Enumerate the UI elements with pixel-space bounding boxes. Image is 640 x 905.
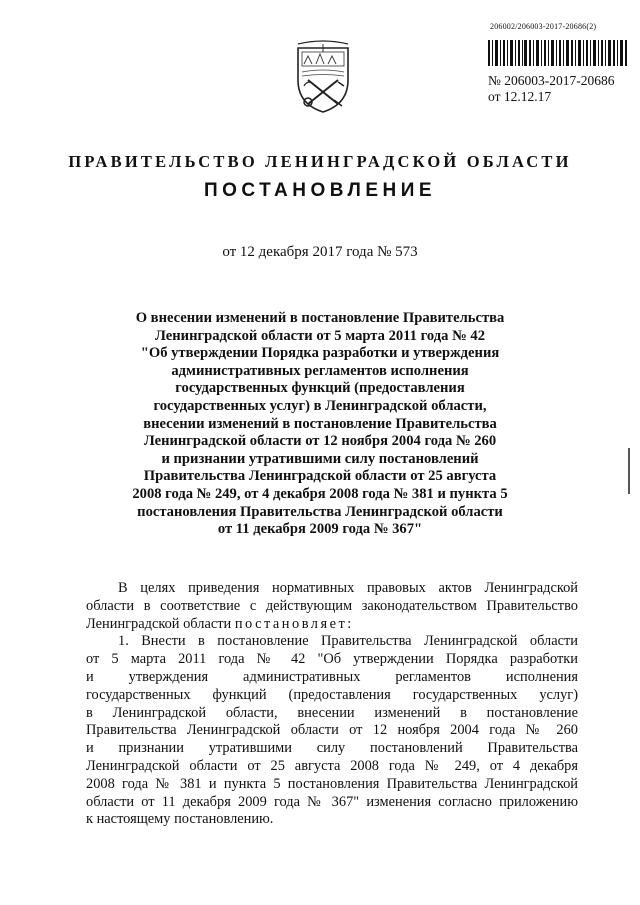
subject-line: от 11 декабря 2009 года № 367"	[217, 521, 423, 538]
barcode-icon	[488, 40, 628, 66]
subject-line: Правительства Ленинградской области от 25 августа	[143, 468, 497, 485]
subject-line: внесении изменений в постановление Правительства	[143, 415, 497, 432]
body-line: В целях приведения нормативных правовых актов Ленинградской	[118, 580, 578, 596]
subject-line: государственных функций (предоставления	[175, 380, 465, 397]
document-type: ПОСТАНОВЛЕНИЕ	[203, 180, 437, 201]
item-1-paragraph	[86, 633, 578, 829]
body-line: области в соответствие с действующим законодательством Правительство	[86, 597, 578, 614]
body-line: от 5 марта 2011 года № 42 "Об утверждении Порядка разработки	[86, 651, 578, 668]
body-line: и утверждения административных регламентов исполнения	[86, 668, 578, 685]
subject-line: государственных услуг) в Ленинградской области,	[153, 397, 487, 414]
body-line: и признании утратившими силу постановлений Правительства	[86, 740, 578, 757]
subject-line: О внесении изменений в постановление Правительства	[135, 310, 505, 326]
document-subject	[80, 310, 560, 539]
coat-of-arms-icon	[294, 40, 352, 116]
resolution-word: постановляет:	[234, 615, 354, 632]
body-line: 2008 года № 381 и пункта 5 постановления Правительства Ленинградской	[86, 775, 578, 792]
document-body	[86, 580, 578, 829]
subject-line: 2008 года № 249, от 4 декабря 2008 года № 381 и пункта 5	[132, 485, 508, 502]
body-line: Правительства Ленинградской области от 12 ноября 2004 года № 260	[86, 722, 578, 739]
registration-number: № 206003-2017-20686	[488, 73, 615, 88]
government-title: ПРАВИТЕЛЬСТВО ЛЕНИНГРАДСКОЙ ОБЛАСТИ	[68, 152, 572, 171]
registration-date: от 12.12.17	[488, 89, 552, 104]
scan-edge-mark	[628, 448, 630, 494]
document-date-number: от 12 декабря 2017 года № 573	[222, 244, 418, 260]
subject-line: и признании утратившими силу постановлений	[161, 450, 479, 467]
body-line: к настоящему постановлению.	[86, 811, 274, 828]
body-line: 1. Внести в постановление Правительства Ленинградской области	[118, 633, 578, 650]
subject-line: административных регламентов исполнения	[171, 362, 469, 379]
subject-line: постановления Правительства Ленинградской области	[137, 503, 503, 520]
top-registration-code: 206002/206003-2017-20686(2)	[490, 22, 597, 31]
body-line: в Ленинградской области, внесении изменений в постановление	[86, 704, 578, 721]
body-line: области от 11 декабря 2009 года № 367" изменения согласно приложению	[86, 793, 578, 810]
subject-line: "Об утверждении Порядка разработки и утверждения	[140, 345, 500, 362]
body-line: Ленинградской области от 25 августа 2008 года № 249, от 4 декабря	[86, 757, 578, 774]
subject-line: Ленинградской области от 5 марта 2011 года № 42	[155, 327, 485, 344]
preamble-prefix: Ленинградской области	[86, 615, 235, 632]
body-line: государственных функций (предоставления государственных услуг)	[86, 686, 578, 703]
subject-line: Ленинградской области от 12 ноября 2004 года № 260	[143, 433, 497, 450]
registration-stamp	[488, 73, 638, 105]
preamble-paragraph	[86, 580, 578, 633]
body-line	[86, 616, 578, 634]
